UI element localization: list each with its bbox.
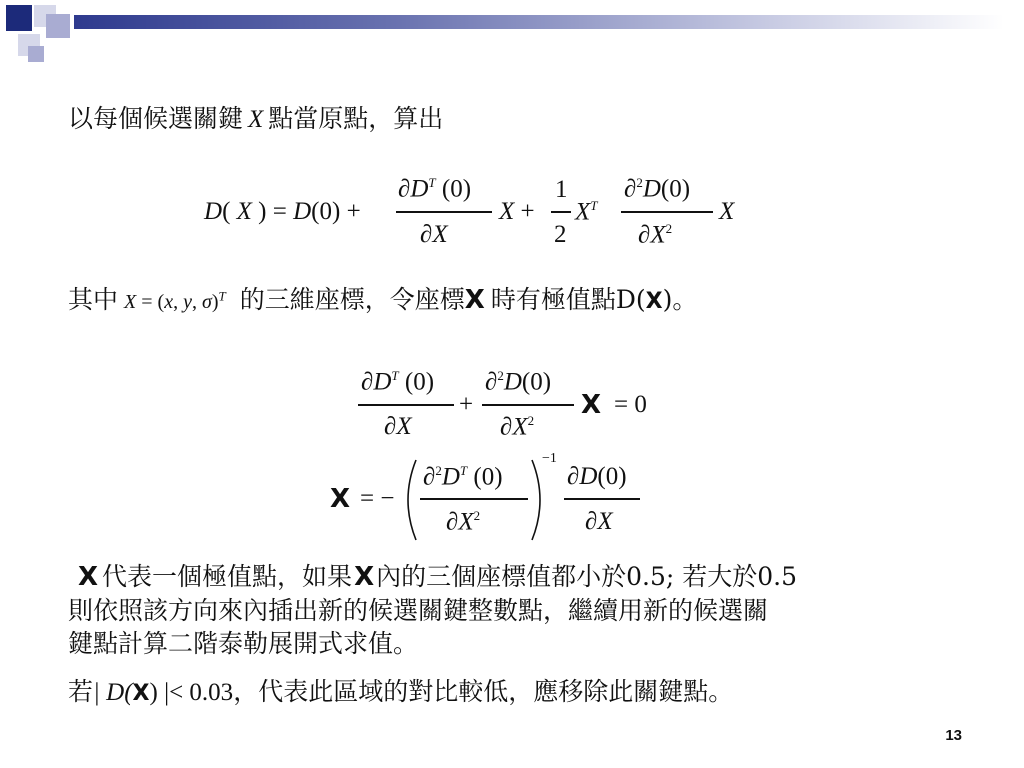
eq1-frac2-bar (621, 211, 713, 213)
xhat-symbol: X (78, 562, 99, 592)
eq1-half-bar (551, 211, 571, 213)
eq1-x-end: X (719, 198, 735, 225)
eq2-frac2-den: $\partial X^2$ (500, 413, 535, 441)
eq1-x-plus: X + (499, 198, 535, 225)
eq3-inverse: −1 (542, 451, 557, 466)
eq3-frac1-num: $\partial^2D^T$ (0) (423, 463, 503, 491)
eq2-frac1-num: $\partial D^T$ (0) (361, 368, 435, 396)
eq1-frac1-num: $\partial D^T$ (0) (398, 175, 472, 203)
eq3-frac1-bar (420, 498, 528, 500)
xhat-symbol: X (645, 289, 663, 314)
coordinate-line: 其中 X = (x, y, σ)$^T$ 的三維座標，令座標X 時有極值點D(X)。 (68, 285, 698, 315)
var-x: X (248, 106, 264, 133)
eq1-frac2-num: ∂$^2$D(0) (624, 175, 691, 203)
xhat-symbol: X (330, 484, 351, 514)
eq1-frac1-bar (396, 211, 492, 213)
eq2-plus: + (459, 391, 474, 418)
right-paren (528, 458, 550, 542)
page-number: 13 (945, 727, 962, 744)
xhat-symbol: X (581, 390, 602, 420)
intro-line: 以每個候選關鍵 X 點當原點，算出 (68, 104, 444, 133)
eq1-half-num: 1 (555, 176, 568, 203)
xhat-symbol: X (132, 681, 150, 706)
left-paren (398, 458, 420, 542)
title-gradient-bar (74, 15, 1004, 29)
eq3-frac2-den: ∂X (585, 508, 613, 535)
eq3-eq: = − (360, 485, 395, 512)
eq1-half-den: 2 (554, 221, 567, 248)
eq1-lhs-text: D( X ) = D(0) + (204, 198, 361, 225)
deco-square-mid (46, 14, 70, 38)
eq2-rhs: = 0 (614, 391, 647, 418)
eq1-frac1-den: ∂X (420, 221, 448, 248)
eq2-frac2-bar (482, 404, 574, 406)
contrast-paragraph: 若| D(X) |< 0.03，代表此區域的對比較低，應移除此關鍵點。 (68, 677, 734, 706)
extremum-paragraph: X 代表一個極值點，如果X內的三個座標值都小於0.5; 若大於0.5 則依照該方向來內插出新的候選關鍵整數點，繼續用新的候選關 鍵點計算二階泰勒展開式求值。 (68, 562, 797, 658)
eq3-frac2-num: ∂D(0) (567, 463, 627, 490)
xhat-symbol: X (354, 562, 375, 592)
xhat-symbol: X (464, 285, 485, 315)
eq2-frac1-bar (358, 404, 454, 406)
eq1-xt: $X^T$ (575, 198, 598, 226)
deco-square-mid-2 (28, 46, 44, 62)
eq2-frac1-den: ∂X (384, 413, 412, 440)
eq2-frac2-num: ∂$^2$D(0) (485, 368, 552, 396)
deco-square-dark (6, 5, 32, 31)
eq3-frac1-den: $\partial X^2$ (446, 508, 481, 536)
eq3-frac2-bar (564, 498, 640, 500)
vec-def: X = (x, y, σ)$^T$ (124, 288, 226, 313)
eq1-frac2-den: $\partial X^2$ (638, 221, 673, 249)
